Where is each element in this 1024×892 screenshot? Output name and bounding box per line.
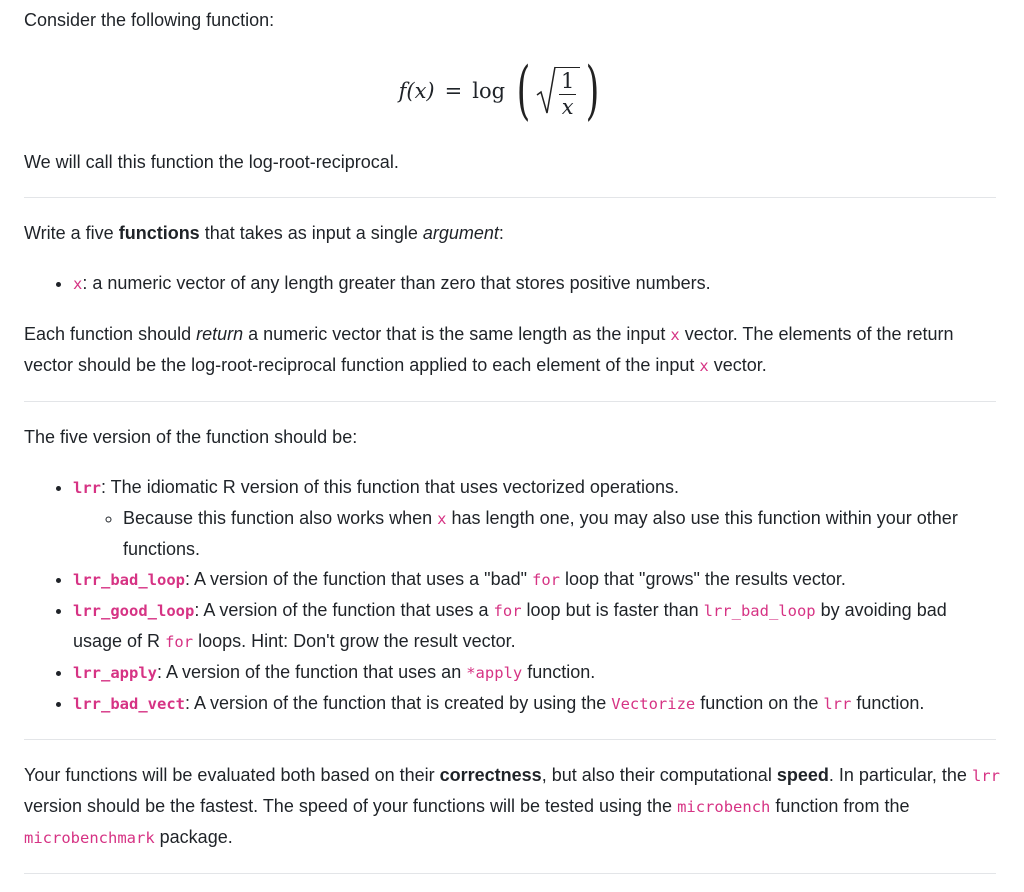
text: loops. Hint: Don't grow the result vector. [193, 631, 516, 651]
text: : A version of the function that is created by using the [184, 693, 612, 713]
text: loop that "grows" the results vector. [560, 569, 846, 589]
inline-code: lrr [971, 767, 1000, 785]
inline-code: x [437, 510, 447, 528]
text: . In particular, the [828, 765, 972, 785]
text: vector. [708, 355, 767, 375]
paragraph [24, 760, 1000, 853]
text: has length one, you may also use this function within your other functions. [123, 508, 958, 559]
inline-code: lrr_apply [73, 664, 157, 682]
italic-text: return [196, 324, 244, 344]
divider [24, 873, 996, 874]
bold-text: correctness [439, 765, 542, 785]
text: Each function should [24, 324, 197, 344]
text: Consider the following function: [24, 10, 275, 30]
inline-code: lrr_bad_vect [73, 695, 185, 713]
list-item [73, 657, 1000, 688]
inline-code: lrr [823, 695, 852, 713]
text: Because this function also works when [123, 508, 438, 528]
text: : A version of the function that uses a "bad" [184, 569, 532, 589]
text: The five version of the function should be: [24, 427, 358, 447]
text: package. [154, 827, 233, 847]
sqrt-expression [536, 63, 580, 119]
text: vector. The elements of the return vector should be the log-root-reciprocal function applied to each element of the input [24, 324, 954, 375]
divider [24, 401, 996, 402]
text: : [498, 223, 504, 243]
bullet-list [24, 268, 1000, 299]
right-paren: ) [586, 54, 600, 128]
divider [24, 739, 996, 740]
list-item [73, 268, 1000, 299]
inline-code: x [73, 275, 83, 293]
text: loop but is faster than [521, 600, 704, 620]
math-equals: = [444, 79, 463, 103]
text: function. [522, 662, 596, 682]
list-item [73, 688, 1000, 719]
text: function on the [695, 693, 824, 713]
text: Your functions will be evaluated both based on their [24, 765, 440, 785]
sqrt-icon [536, 65, 556, 117]
bold-text: speed [776, 765, 829, 785]
math-denominator: x [561, 95, 574, 119]
paragraph [24, 218, 1000, 248]
inline-code: lrr_good_loop [73, 602, 195, 620]
text: a numeric vector that is the same length as the input [243, 324, 671, 344]
divider [24, 197, 996, 198]
text: : The idiomatic R version of this function that uses vectorized operations. [101, 477, 679, 497]
paragraph [24, 5, 1000, 35]
list-item [73, 472, 1000, 564]
inline-code: Vectorize [611, 695, 696, 713]
text: Write a five [24, 223, 119, 243]
inline-code: microbench [677, 798, 771, 816]
inline-code: lrr_bad_loop [73, 571, 185, 589]
list-item [73, 564, 1000, 595]
text: function. [851, 693, 925, 713]
inline-code: for [165, 633, 194, 651]
inline-code: lrr [73, 479, 101, 497]
left-paren: ( [516, 54, 531, 128]
bullet-list [24, 472, 1000, 719]
inline-code: *apply [466, 664, 523, 682]
list-item [73, 595, 1000, 657]
paragraph [24, 422, 1000, 452]
inline-code: x [699, 357, 709, 375]
bullet-list [73, 503, 1000, 564]
paragraph [24, 319, 1000, 381]
text: that takes as input a single [199, 223, 423, 243]
inline-code: for [532, 571, 560, 589]
inline-code: x [670, 326, 680, 344]
math-numerator: 1 [561, 69, 575, 93]
inline-code: lrr_bad_loop [703, 602, 816, 620]
text: by avoiding bad usage of R [73, 600, 947, 651]
math-formula [24, 55, 1000, 127]
inline-code: microbenchmark [24, 829, 155, 847]
math-log: log [472, 79, 506, 103]
paragraph [24, 147, 1000, 177]
math-lhs: f(x) [398, 79, 435, 103]
text: , but also their computational [541, 765, 777, 785]
text: : A version of the function that uses a [194, 600, 494, 620]
text: We will call this function the log-root-reciprocal. [24, 152, 399, 172]
list-item [123, 503, 1000, 564]
text: : a numeric vector of any length greater than zero that stores positive numbers. [82, 273, 711, 293]
text: : A version of the function that uses an [157, 662, 467, 682]
text: version should be the fastest. The speed of your functions will be tested using the [24, 796, 678, 816]
bold-text: functions [118, 223, 200, 243]
inline-code: for [493, 602, 522, 620]
italic-text: argument [422, 223, 499, 243]
text: function from the [770, 796, 910, 816]
